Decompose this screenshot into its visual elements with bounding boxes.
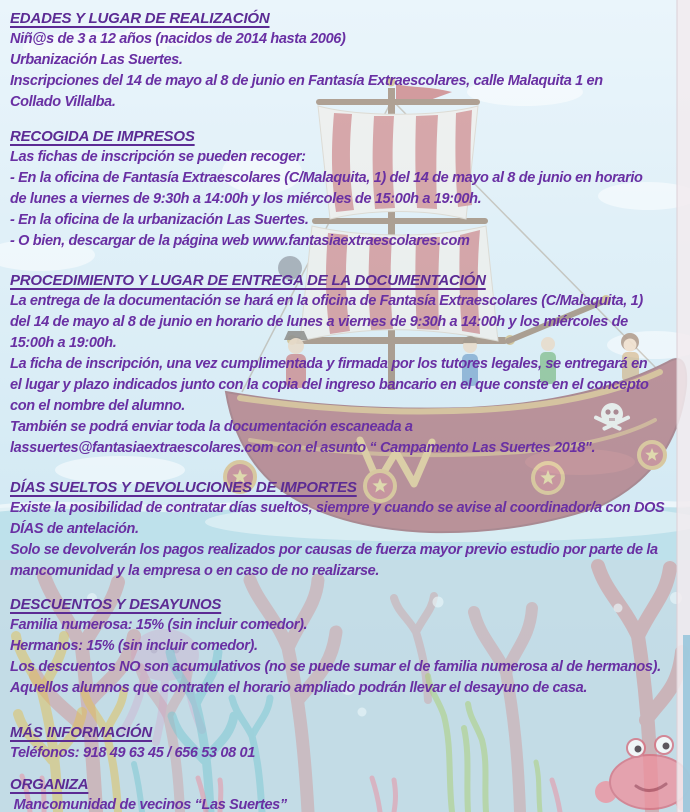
section-heading: MÁS INFORMACIÓN (10, 724, 152, 741)
text-line: Existe la posibilidad de contratar días sueltos, siempre y cuando se avise al coordinador/a con DOS (10, 500, 665, 516)
section-heading: DÍAS SUELTOS Y DEVOLUCIONES DE IMPORTES (10, 479, 357, 496)
text-line: DÍAS de antelación. (10, 521, 139, 537)
section-mas-informacion (10, 722, 690, 764)
phone-numbers: Teléfonos: 918 49 63 45 / 656 53 08 01 (10, 745, 255, 761)
text-line: - O bien, descargar de la página web www.fantasiaextraescolares.com (10, 233, 470, 249)
section-recogida-de-impresos (10, 126, 690, 252)
section-dias-sueltos-devoluciones (10, 477, 690, 582)
text-line: Aquellos alumnos que contraten el horario ampliado podrán llevar el desayuno de casa. (10, 680, 587, 696)
text-line: Los descuentos NO son acumulativos (no se puede sumar el de familia numerosa al de hermanos). (10, 659, 661, 675)
text-line: el lugar y plazo indicados junto con la copia del ingreso bancario en el que conste en el concepto (10, 377, 649, 393)
section-heading: DESCUENTOS Y DESAYUNOS (10, 596, 222, 613)
section-heading: ORGANIZA (10, 776, 89, 793)
section-descuentos-desayunos (10, 594, 690, 699)
text-line: Collado Villalba. (10, 94, 116, 110)
section-heading: EDADES Y LUGAR DE REALIZACIÓN (10, 10, 270, 27)
section-heading: PROCEDIMIENTO Y LUGAR DE ENTREGA DE LA DOCUMENTACIÓN (10, 272, 486, 289)
text-line: También se podrá enviar toda la documentación escaneada a (10, 419, 413, 435)
text-line: Niñ@s de 3 a 12 años (nacidos de 2014 hasta 2006) (10, 31, 346, 47)
text-line: 15:00h a 19:00h. (10, 335, 117, 351)
text-line: Las fichas de inscripción se pueden recoger: (10, 149, 306, 165)
text-line: mancomunidad y la empresa o en caso de no realizarse. (10, 563, 380, 579)
section-heading: RECOGIDA DE IMPRESOS (10, 128, 195, 145)
text-line: La ficha de inscripción, una vez cumplimentada y firmada por los tutores legales, se entregará en (10, 356, 648, 372)
text-line: La entrega de la documentación se hará en la oficina de Fantasía Extraescolares (C/Malaquita, 1) (10, 293, 643, 309)
text-line: con el nombre del alumno. (10, 398, 185, 414)
text-line: Inscripciones del 14 de mayo al 8 de junio en Fantasía Extraescolares, calle Malaquita 1 en (10, 73, 603, 89)
section-edades-y-lugar (10, 8, 690, 113)
text-line: Hermanos: 15% (sin incluir comedor). (10, 638, 258, 654)
text-line: de lunes a viernes de 9:30h a 14:00h y los miércoles de 15:00h a 19:00h. (10, 191, 482, 207)
text-line: Urbanización Las Suertes. (10, 52, 183, 68)
text-line: lassuertes@fantasiaextraescolares.com con el asunto “ Campamento Las Suertes 2018". (10, 440, 596, 456)
text-line: Solo se devolverán los pagos realizados por causas de fuerza mayor previo estudio por parte de la (10, 542, 658, 558)
text-line: Familia numerosa: 15% (sin incluir comedor). (10, 617, 308, 633)
text-line: - En la oficina de Fantasía Extraescolares (C/Malaquita, 1) del 14 de mayo al 8 de junio en horario (10, 170, 643, 186)
text-line: del 14 de mayo al 8 de junio en horario de lunes a viernes de 9:30h a 14:00h y los miércoles de (10, 314, 628, 330)
section-procedimiento-entrega (10, 270, 690, 459)
section-organiza (10, 774, 690, 812)
organizer-name: Mancomunidad de vecinos “Las Suertes” (10, 797, 287, 812)
text-line: - En la oficina de la urbanización Las Suertes. (10, 212, 309, 228)
